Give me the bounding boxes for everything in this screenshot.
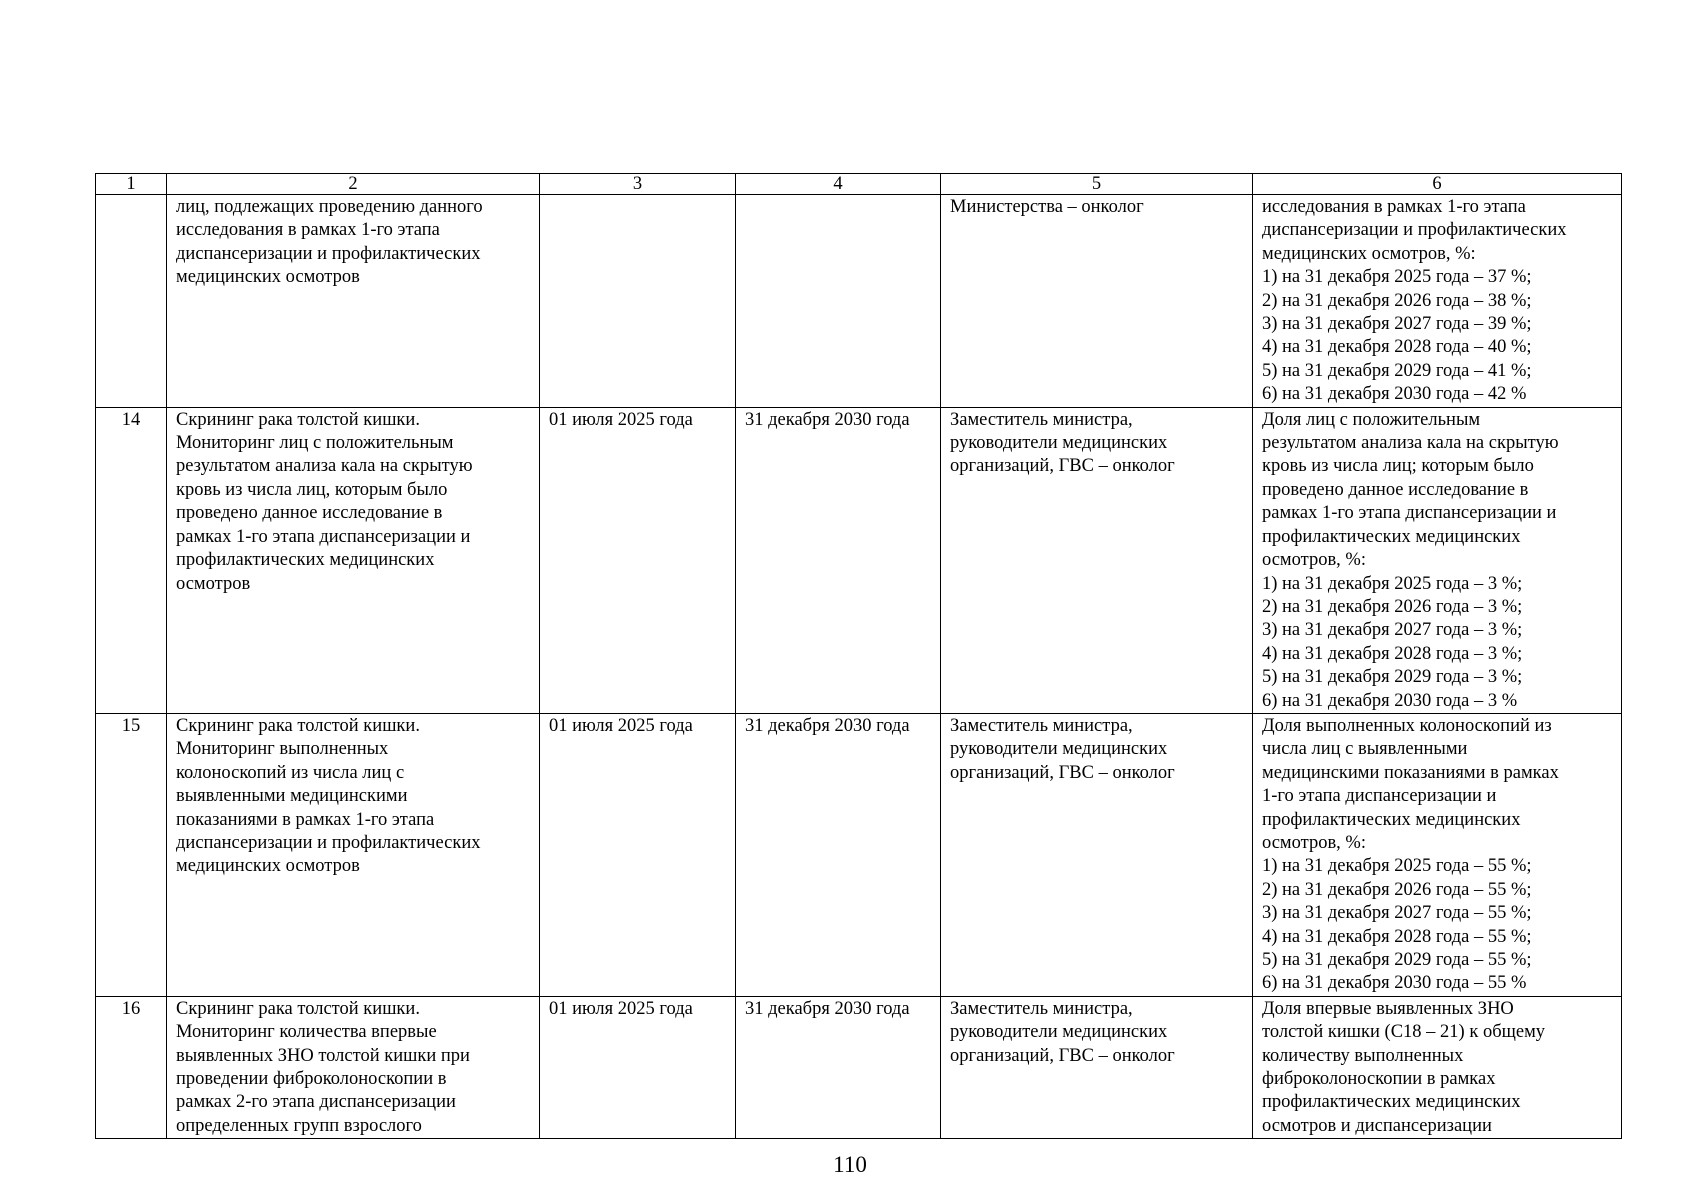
event-cell bbox=[167, 195, 540, 408]
cell-line: 5) на 31 декабря 2029 года – 3 %; bbox=[1262, 667, 1523, 688]
event-cell bbox=[167, 407, 540, 713]
header-row bbox=[96, 174, 1622, 195]
cell-line: 4) на 31 декабря 2028 года – 40 %; bbox=[1262, 337, 1532, 358]
column-header: 4 bbox=[736, 174, 941, 195]
cell-line: организаций, ГВС – онколог bbox=[950, 1045, 1175, 1066]
cell-line: организаций, ГВС – онколог bbox=[950, 762, 1175, 783]
cell-line: рамках 1-го этапа диспансеризации и bbox=[176, 526, 471, 547]
cell-line: результатом анализа кала на скрытую bbox=[1262, 433, 1559, 454]
cell-line: рамках 1-го этапа диспансеризации и bbox=[1262, 503, 1557, 524]
cell-line: 4) на 31 декабря 2028 года – 3 %; bbox=[1262, 643, 1523, 664]
responsible-cell bbox=[941, 195, 1253, 408]
cell-line: Мониторинг количества впервые bbox=[176, 1022, 437, 1043]
cell-line: выявленными медицинскими bbox=[176, 786, 408, 807]
result-indicator-cell bbox=[1253, 713, 1622, 996]
column-header: 3 bbox=[540, 174, 736, 195]
cell-line: Министерства – онколог bbox=[950, 197, 1144, 217]
cell-line: 6) на 31 декабря 2030 года – 55 % bbox=[1262, 973, 1527, 994]
cell-line: Мониторинг лиц с положительным bbox=[176, 433, 454, 454]
cell-line: организаций, ГВС – онколог bbox=[950, 456, 1175, 477]
cell-line: профилактических медицинских bbox=[1262, 1092, 1521, 1113]
start-date-cell: 01 июля 2025 года bbox=[540, 407, 736, 713]
cell-line: выявленных ЗНО толстой кишки при bbox=[176, 1045, 470, 1066]
cell-line: профилактических медицинских bbox=[1262, 809, 1521, 830]
plan-table bbox=[95, 173, 1622, 1139]
cell-line: профилактических медицинских bbox=[176, 550, 435, 571]
column-header: 2 bbox=[167, 174, 540, 195]
table-row bbox=[96, 407, 1622, 713]
cell-line: Доля выполненных колоноскопий из bbox=[1262, 715, 1552, 736]
cell-line: проведено данное исследование в bbox=[176, 503, 443, 524]
table-row bbox=[96, 713, 1622, 996]
cell-line: Скрининг рака толстой кишки. bbox=[176, 998, 420, 1019]
cell-line: осмотров и диспансеризации bbox=[1262, 1115, 1492, 1136]
responsible-cell bbox=[941, 407, 1253, 713]
cell-line: лиц, подлежащих проведению данного bbox=[176, 197, 483, 217]
cell-line: показаниями в рамках 1-го этапа bbox=[176, 809, 435, 830]
table-row bbox=[96, 996, 1622, 1138]
cell-line: Мониторинг выполненных bbox=[176, 739, 389, 760]
start-date-cell: 01 июля 2025 года bbox=[540, 996, 736, 1138]
cell-line: руководители медицинских bbox=[950, 739, 1168, 760]
cell-line: 1) на 31 декабря 2025 года – 55 %; bbox=[1262, 856, 1532, 877]
cell-line: 1) на 31 декабря 2025 года – 3 %; bbox=[1262, 573, 1523, 594]
column-header: 1 bbox=[96, 174, 167, 195]
cell-line: диспансеризации и профилактических bbox=[1262, 220, 1567, 241]
cell-line: Скрининг рака толстой кишки. bbox=[176, 409, 420, 430]
event-cell bbox=[167, 996, 540, 1138]
column-header: 6 bbox=[1253, 174, 1622, 195]
responsible-cell bbox=[941, 996, 1253, 1138]
cell-line: 1-го этапа диспансеризации и bbox=[1262, 786, 1497, 807]
cell-line: осмотров bbox=[176, 573, 251, 594]
cell-line: профилактических медицинских bbox=[1262, 526, 1521, 547]
cell-line: медицинских осмотров, %: bbox=[1262, 243, 1476, 264]
cell-line: 5) на 31 декабря 2029 года – 41 %; bbox=[1262, 360, 1532, 381]
cell-line: руководители медицинских bbox=[950, 1022, 1168, 1043]
cell-line: 3) на 31 декабря 2027 года – 3 %; bbox=[1262, 620, 1523, 641]
cell-line: проведении фиброколоноскопии в bbox=[176, 1069, 447, 1090]
cell-line: рамках 2-го этапа диспансеризации bbox=[176, 1092, 456, 1113]
cell-line: Заместитель министра, bbox=[950, 998, 1133, 1019]
event-cell bbox=[167, 713, 540, 996]
end-date-cell: 31 декабря 2030 года bbox=[736, 407, 941, 713]
row-number-cell: 15 bbox=[96, 713, 167, 996]
cell-line: осмотров, %: bbox=[1262, 832, 1366, 853]
cell-line: руководители медицинских bbox=[950, 433, 1168, 454]
cell-line: 1) на 31 декабря 2025 года – 37 %; bbox=[1262, 267, 1532, 288]
cell-line: 2) на 31 декабря 2026 года – 38 %; bbox=[1262, 290, 1532, 311]
cell-line: диспансеризации и профилактических bbox=[176, 243, 481, 264]
cell-line: 2) на 31 декабря 2026 года – 55 %; bbox=[1262, 879, 1532, 900]
cell-line: 3) на 31 декабря 2027 года – 39 %; bbox=[1262, 314, 1532, 335]
cell-line: Скрининг рака толстой кишки. bbox=[176, 715, 420, 736]
cell-line: Заместитель министра, bbox=[950, 715, 1133, 736]
result-indicator-cell bbox=[1253, 407, 1622, 713]
row-number-cell: 16 bbox=[96, 996, 167, 1138]
cell-line: кровь из числа лиц; которым было bbox=[1262, 456, 1534, 477]
start-date-cell: 01 июля 2025 года bbox=[540, 713, 736, 996]
cell-line: 4) на 31 декабря 2028 года – 55 %; bbox=[1262, 926, 1532, 947]
cell-line: 5) на 31 декабря 2029 года – 55 %; bbox=[1262, 950, 1532, 970]
page-number: 110 bbox=[833, 1152, 867, 1177]
responsible-cell bbox=[941, 713, 1253, 996]
cell-line: Заместитель министра, bbox=[950, 409, 1133, 430]
cell-line: колоноскопий из числа лиц с bbox=[176, 762, 405, 783]
start-date-cell bbox=[540, 195, 736, 408]
cell-line: результатом анализа кала на скрытую bbox=[176, 456, 473, 477]
cell-line: медицинских осмотров bbox=[176, 267, 360, 288]
cell-line: 6) на 31 декабря 2030 года – 3 % bbox=[1262, 690, 1518, 711]
cell-line: 6) на 31 декабря 2030 года – 42 % bbox=[1262, 384, 1527, 405]
cell-line: Доля впервые выявленных ЗНО bbox=[1262, 998, 1514, 1019]
cell-line: числа лиц с выявленными bbox=[1262, 739, 1468, 760]
cell-line: кровь из числа лиц, которым было bbox=[176, 479, 448, 500]
row-number-cell bbox=[96, 195, 167, 408]
cell-line: количеству выполненных bbox=[1262, 1045, 1464, 1066]
result-indicator-cell bbox=[1253, 996, 1622, 1138]
cell-line: диспансеризации и профилактических bbox=[176, 832, 481, 853]
cell-line: медицинскими показаниями в рамках bbox=[1262, 762, 1559, 783]
cell-line: 2) на 31 декабря 2026 года – 3 %; bbox=[1262, 596, 1523, 617]
row-number-cell: 14 bbox=[96, 407, 167, 713]
table-row bbox=[96, 195, 1622, 408]
cell-line: фиброколоноскопии в рамках bbox=[1262, 1069, 1496, 1090]
end-date-cell bbox=[736, 195, 941, 408]
cell-line: определенных групп взрослого bbox=[176, 1115, 422, 1136]
cell-line: толстой кишки (C18 – 21) к общему bbox=[1262, 1022, 1546, 1043]
cell-line: Доля лиц с положительным bbox=[1262, 409, 1481, 430]
cell-line: проведено данное исследование в bbox=[1262, 479, 1529, 500]
column-header: 5 bbox=[941, 174, 1253, 195]
result-indicator-cell bbox=[1253, 195, 1622, 408]
cell-line: 3) на 31 декабря 2027 года – 55 %; bbox=[1262, 903, 1532, 924]
end-date-cell: 31 декабря 2030 года bbox=[736, 996, 941, 1138]
table-body bbox=[96, 174, 1622, 1139]
cell-line: исследования в рамках 1-го этапа bbox=[1262, 197, 1526, 217]
cell-line: исследования в рамках 1-го этапа bbox=[176, 220, 440, 241]
cell-line: осмотров, %: bbox=[1262, 550, 1366, 571]
end-date-cell: 31 декабря 2030 года bbox=[736, 713, 941, 996]
cell-line: медицинских осмотров bbox=[176, 856, 360, 877]
